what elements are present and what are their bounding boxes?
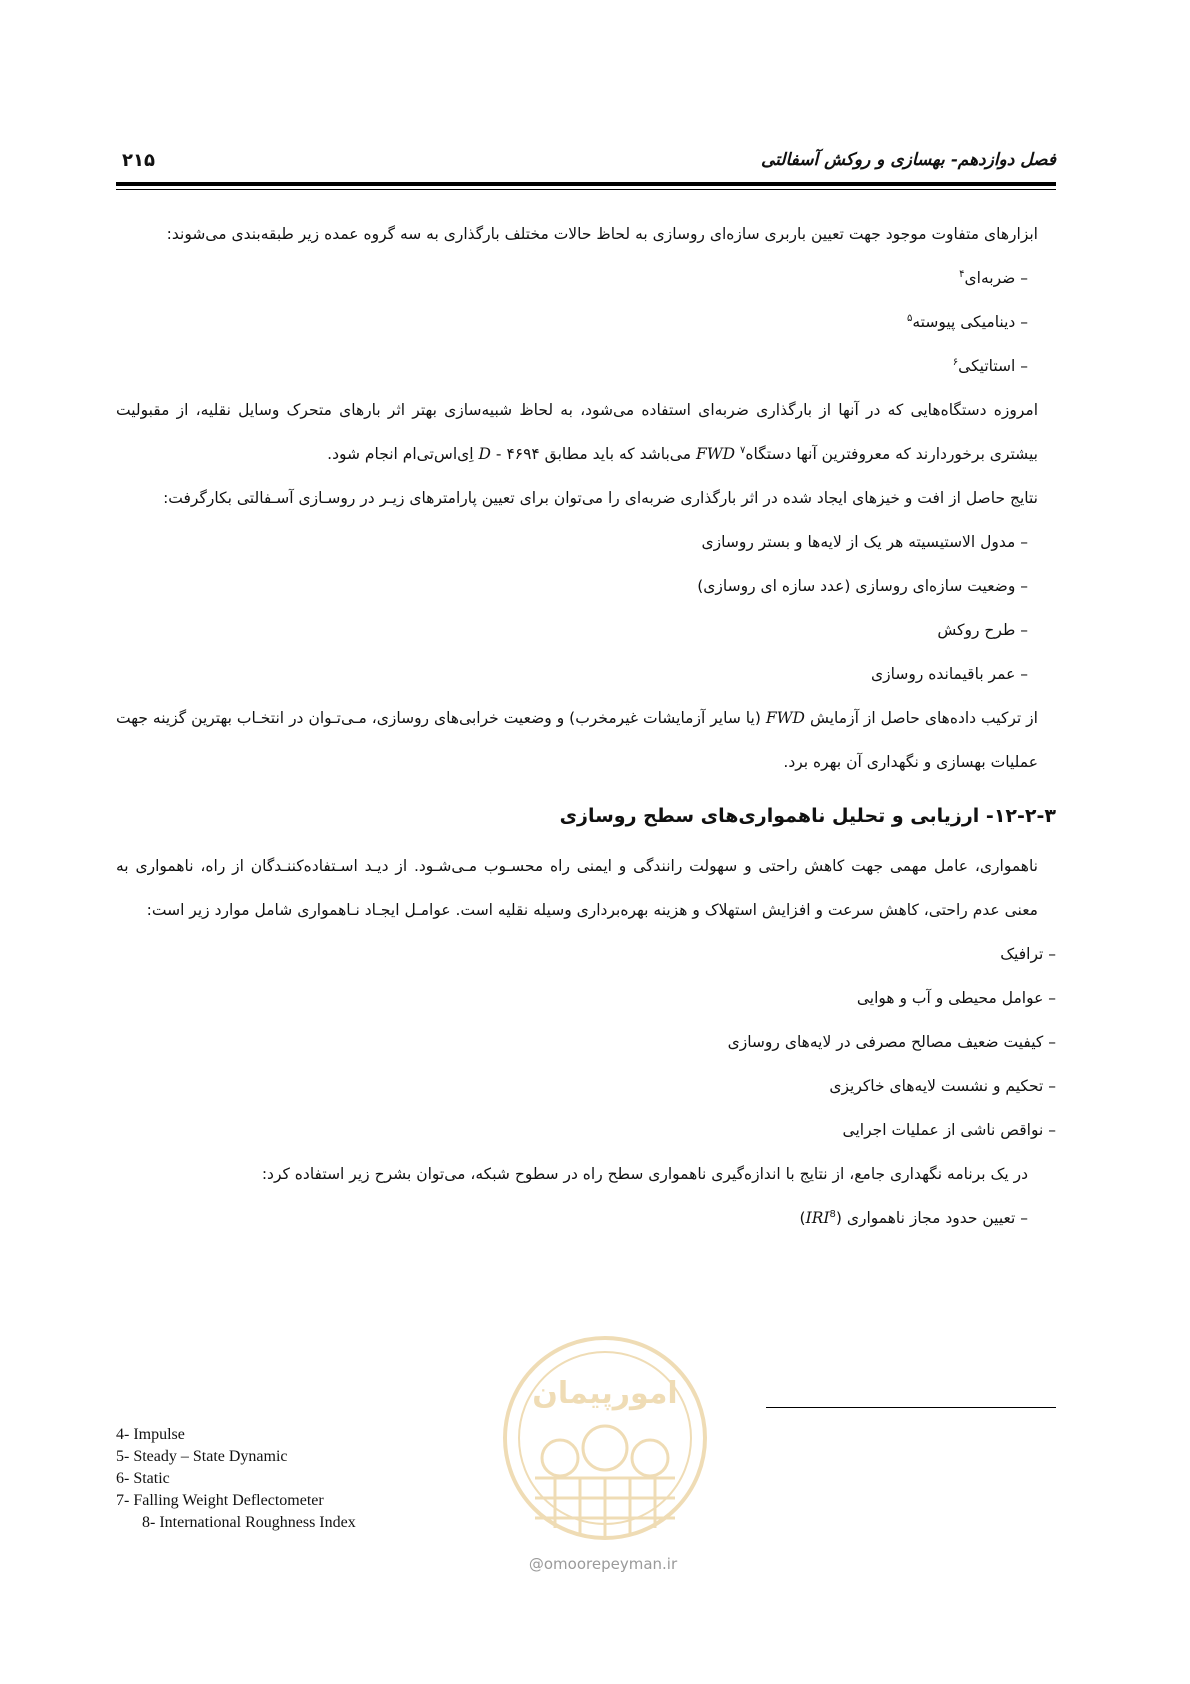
- footnote-item: 7- Falling Weight Deflectometer: [116, 1492, 324, 1509]
- paragraph-3: نتایج حاصل از افت و خیزهای ایجاد شده در اثر بارگذاری ضربه‌ای را می‌توان برای تعیین پارامترهای زیـر در روسـازی آسـفالتی بکارگرفت:: [163, 489, 1038, 507]
- list-item: – تحکیم و نشست لایه‌های خاکریزی: [829, 1077, 1056, 1095]
- watermark-logo: [495, 1328, 715, 1548]
- chapter-title: فصل دوازدهم- بهسازی و روکش آسفالتی: [760, 150, 1056, 170]
- list-item: [116, 256, 1056, 300]
- list-item: – ترافیک: [1000, 945, 1056, 963]
- list-item-text: – دینامیکی پیوسته: [912, 313, 1028, 331]
- page-header: [116, 150, 1056, 182]
- paragraph-2: [116, 388, 1056, 476]
- body-text: [116, 212, 1056, 1240]
- footnote-ref: ۵: [906, 312, 913, 324]
- footnote-ref: 8: [829, 1208, 836, 1220]
- paragraph-6: در یک برنامه نگهداری جامع، از نتایج با اندازه‌گیری ناهمواری سطح راه در سطوح شبکه، می‌توان بشرح زیر استفاده کرد:: [261, 1165, 1028, 1183]
- footnote-item: 8- International Roughness Index: [142, 1514, 356, 1531]
- header-rule-thick: [116, 182, 1056, 186]
- header-rule-thin: [116, 189, 1056, 190]
- list-item: – وضعیت سازه‌ای روسازی (عدد سازه ای روسازی): [697, 577, 1028, 595]
- list-item-close: ): [799, 1209, 806, 1227]
- fwd-term: FWD: [765, 709, 805, 727]
- footnote-ref: ۷: [740, 444, 746, 456]
- footnote-item: 4- Impulse: [116, 1426, 185, 1443]
- section-heading: ۱۲-۲-۳- ارزیابی و تحلیل ناهمواری‌های سطح روسازی: [559, 805, 1056, 827]
- list-item: – کیفیت ضعیف مصالح مصرفی در لایه‌های روسازی: [727, 1033, 1056, 1051]
- footnote-item: 6- Static: [116, 1470, 170, 1487]
- list-item: – طرح روکش: [937, 621, 1028, 639]
- paragraph-5: ناهمواری، عامل مهمی جهت کاهش راحتی و سهولت رانندگی و ایمنی راه محسـوب مـی‌شـود. از دیـد اسـتفاده‌کننـدگان از راه، ناهمواری به معنی عدم راحتی، کاهش سرعت و افزایش استهلاک و هزینه بهره‌برداری وسیله نقلیه است. عوامـل ایجـاد نـاهمواری شامل موارد زیر است:: [116, 857, 1038, 919]
- footnote-item: 5- Steady – State Dynamic: [116, 1448, 288, 1465]
- list-item: [116, 344, 1056, 388]
- footnote-ref: ۶: [952, 356, 959, 368]
- fwd-term: FWD: [695, 445, 736, 463]
- paragraph-4: [116, 696, 1056, 784]
- paragraph-4-part-b: (یا سایر آزمایشات غیرمخرب) و وضعیت خرابی‌های روسازی، مـی‌تـوان در انتخـاب بهترین گزینه جهت عملیات بهسازی و نگهداری آن بهره برد.: [116, 709, 1038, 771]
- page-number: ۲۱۵: [122, 150, 155, 171]
- list-item-text: – ضربه‌ای: [964, 269, 1028, 287]
- list-item: [116, 1196, 1056, 1240]
- list-item: – مدول الاستیسیته هر یک از لایه‌ها و بستر روسازی: [701, 533, 1028, 551]
- footnote-ref: ۴: [959, 268, 965, 280]
- list-item: – عمر باقیمانده روسازی: [871, 665, 1028, 683]
- paragraph-2-part-c: اِی‌اس‌تی‌ام انجام شود.: [327, 445, 474, 463]
- watermark-url: @omoorepeyman.ir: [528, 1555, 678, 1573]
- paragraph-1: ابزارهای متفاوت موجود جهت تعیین باربری سازه‌ای روسازی به لحاظ حالات مختلف بارگذاری به سه گروه عمده زیر طبقه‌بندی می‌شوند:: [166, 225, 1038, 243]
- paragraph-2-part-a: امروزه دستگاه‌هایی که در آنها از بارگذاری ضربه‌ای استفاده می‌شود، به لحاظ شبیه‌سازی بهتر اثر بارهای متحرک وسایل نقلیه، از مقبولیت بیشتری برخوردارند که معروفترین آنها دستگاه: [116, 401, 1038, 463]
- footnotes: [116, 1424, 536, 1534]
- list-item-text: – تعیین حدود مجاز ناهمواری (: [835, 1209, 1028, 1227]
- watermark-logo-text: امورپیمان: [532, 1376, 678, 1411]
- list-item: – عوامل محیطی و آب و هوایی: [856, 989, 1056, 1007]
- d-term: D: [478, 445, 491, 463]
- list-item: – نواقص ناشی از عملیات اجرایی: [842, 1121, 1056, 1139]
- footnote-rule: [766, 1407, 1056, 1408]
- list-item-text: – استاتیکی: [958, 357, 1028, 375]
- iri-term: IRI: [805, 1209, 830, 1227]
- paragraph-4-part-a: از ترکیب داده‌های حاصل از آزمایش: [809, 709, 1038, 727]
- paragraph-2-part-b: می‌باشد که باید مطابق ۴۶۹۴ -: [495, 445, 691, 463]
- list-item: [116, 300, 1056, 344]
